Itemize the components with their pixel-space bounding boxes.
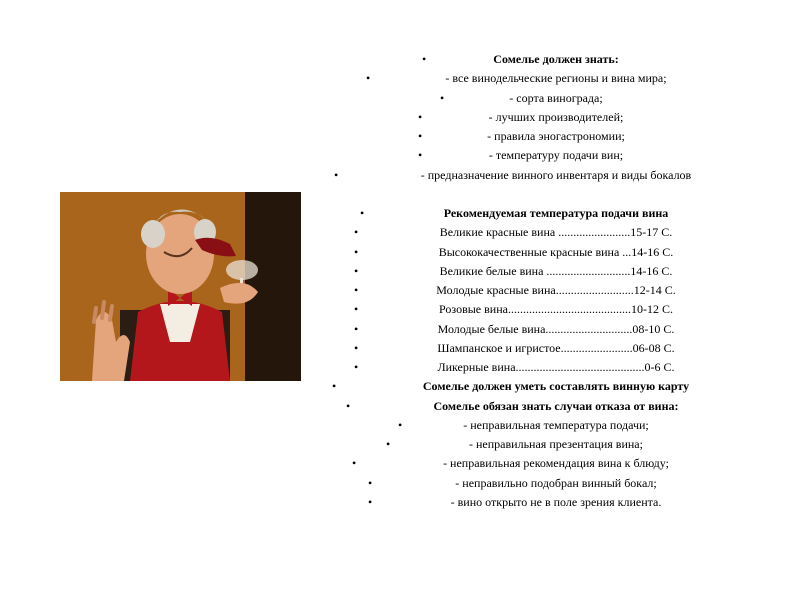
bullet-icon: • xyxy=(354,340,359,355)
bullet-icon: • xyxy=(354,225,359,240)
spacer xyxy=(322,185,790,204)
text-line: • Сомелье должен знать: xyxy=(322,50,790,69)
text-line: • - неправильно подобран винный бокал; xyxy=(322,474,790,493)
bullet-icon: • xyxy=(398,417,403,432)
text-line: • Розовые вина.........................................10-12 С. xyxy=(322,300,790,319)
text-line: • - правила эногастрономии; xyxy=(322,127,790,146)
text-line: • Рекомендуемая температура подачи вина xyxy=(322,204,790,223)
bullet-icon: • xyxy=(368,494,373,509)
text-line: • - все винодельческие регионы и вина мира; xyxy=(322,69,790,88)
bullet-icon: • xyxy=(422,52,427,66)
bullet-icon: • xyxy=(354,263,359,278)
text-line: • Великие белые вина ............................14-16 С. xyxy=(322,262,790,281)
bullet-icon: • xyxy=(354,244,359,259)
text-line: • - температуру подачи вин; xyxy=(322,146,790,165)
bullet-icon: • xyxy=(386,437,391,451)
bullet-icon: • xyxy=(366,71,371,86)
text-line: • Сомелье должен уметь составлять винную карту xyxy=(322,377,790,396)
bullet-icon: • xyxy=(346,398,351,413)
text-line: • Сомелье обязан знать случаи отказа от вина: xyxy=(322,397,790,416)
bullet-icon: • xyxy=(332,379,337,394)
bullet-icon: • xyxy=(354,302,359,317)
text-line: • Молодые белые вина.............................08-10 С. xyxy=(322,320,790,339)
bullet-icon: • xyxy=(352,456,357,471)
bullet-icon: • xyxy=(418,148,423,163)
text-line: • Ликерные вина...........................................0-6 С. xyxy=(322,358,790,377)
text-line: • Высококачественные красные вина ...14-16 С. xyxy=(322,243,790,262)
text-line: • - неправильная презентация вина; xyxy=(322,435,790,454)
bullet-icon: • xyxy=(334,167,339,182)
bullet-icon: • xyxy=(354,321,359,336)
content-text-column xyxy=(322,50,790,512)
text-line: • - лучших производителей; xyxy=(322,108,790,127)
bullet-icon: • xyxy=(368,475,373,490)
bullet-icon: • xyxy=(360,206,365,220)
text-line: • Молодые красные вина..........................12-14 С. xyxy=(322,281,790,300)
sommelier-photo xyxy=(60,192,301,381)
bullet-icon: • xyxy=(354,360,359,374)
bullet-icon: • xyxy=(354,283,359,297)
text-line: • - сорта винограда; xyxy=(322,89,790,108)
bullet-icon: • xyxy=(418,129,423,143)
text-line: • - вино открыто не в поле зрения клиента. xyxy=(322,493,790,512)
text-line: • Великие красные вина ........................15-17 С. xyxy=(322,223,790,242)
bullet-icon: • xyxy=(418,109,423,124)
text-line: • - неправильная температура подачи; xyxy=(322,416,790,435)
text-line: • - неправильная рекомендация вина к блюду; xyxy=(322,454,790,473)
bullet-icon: • xyxy=(440,90,445,105)
text-line: • - предназначение винного инвентаря и виды бокалов xyxy=(322,166,790,185)
text-line: • Шампанское и игристое........................06-08 С. xyxy=(322,339,790,358)
